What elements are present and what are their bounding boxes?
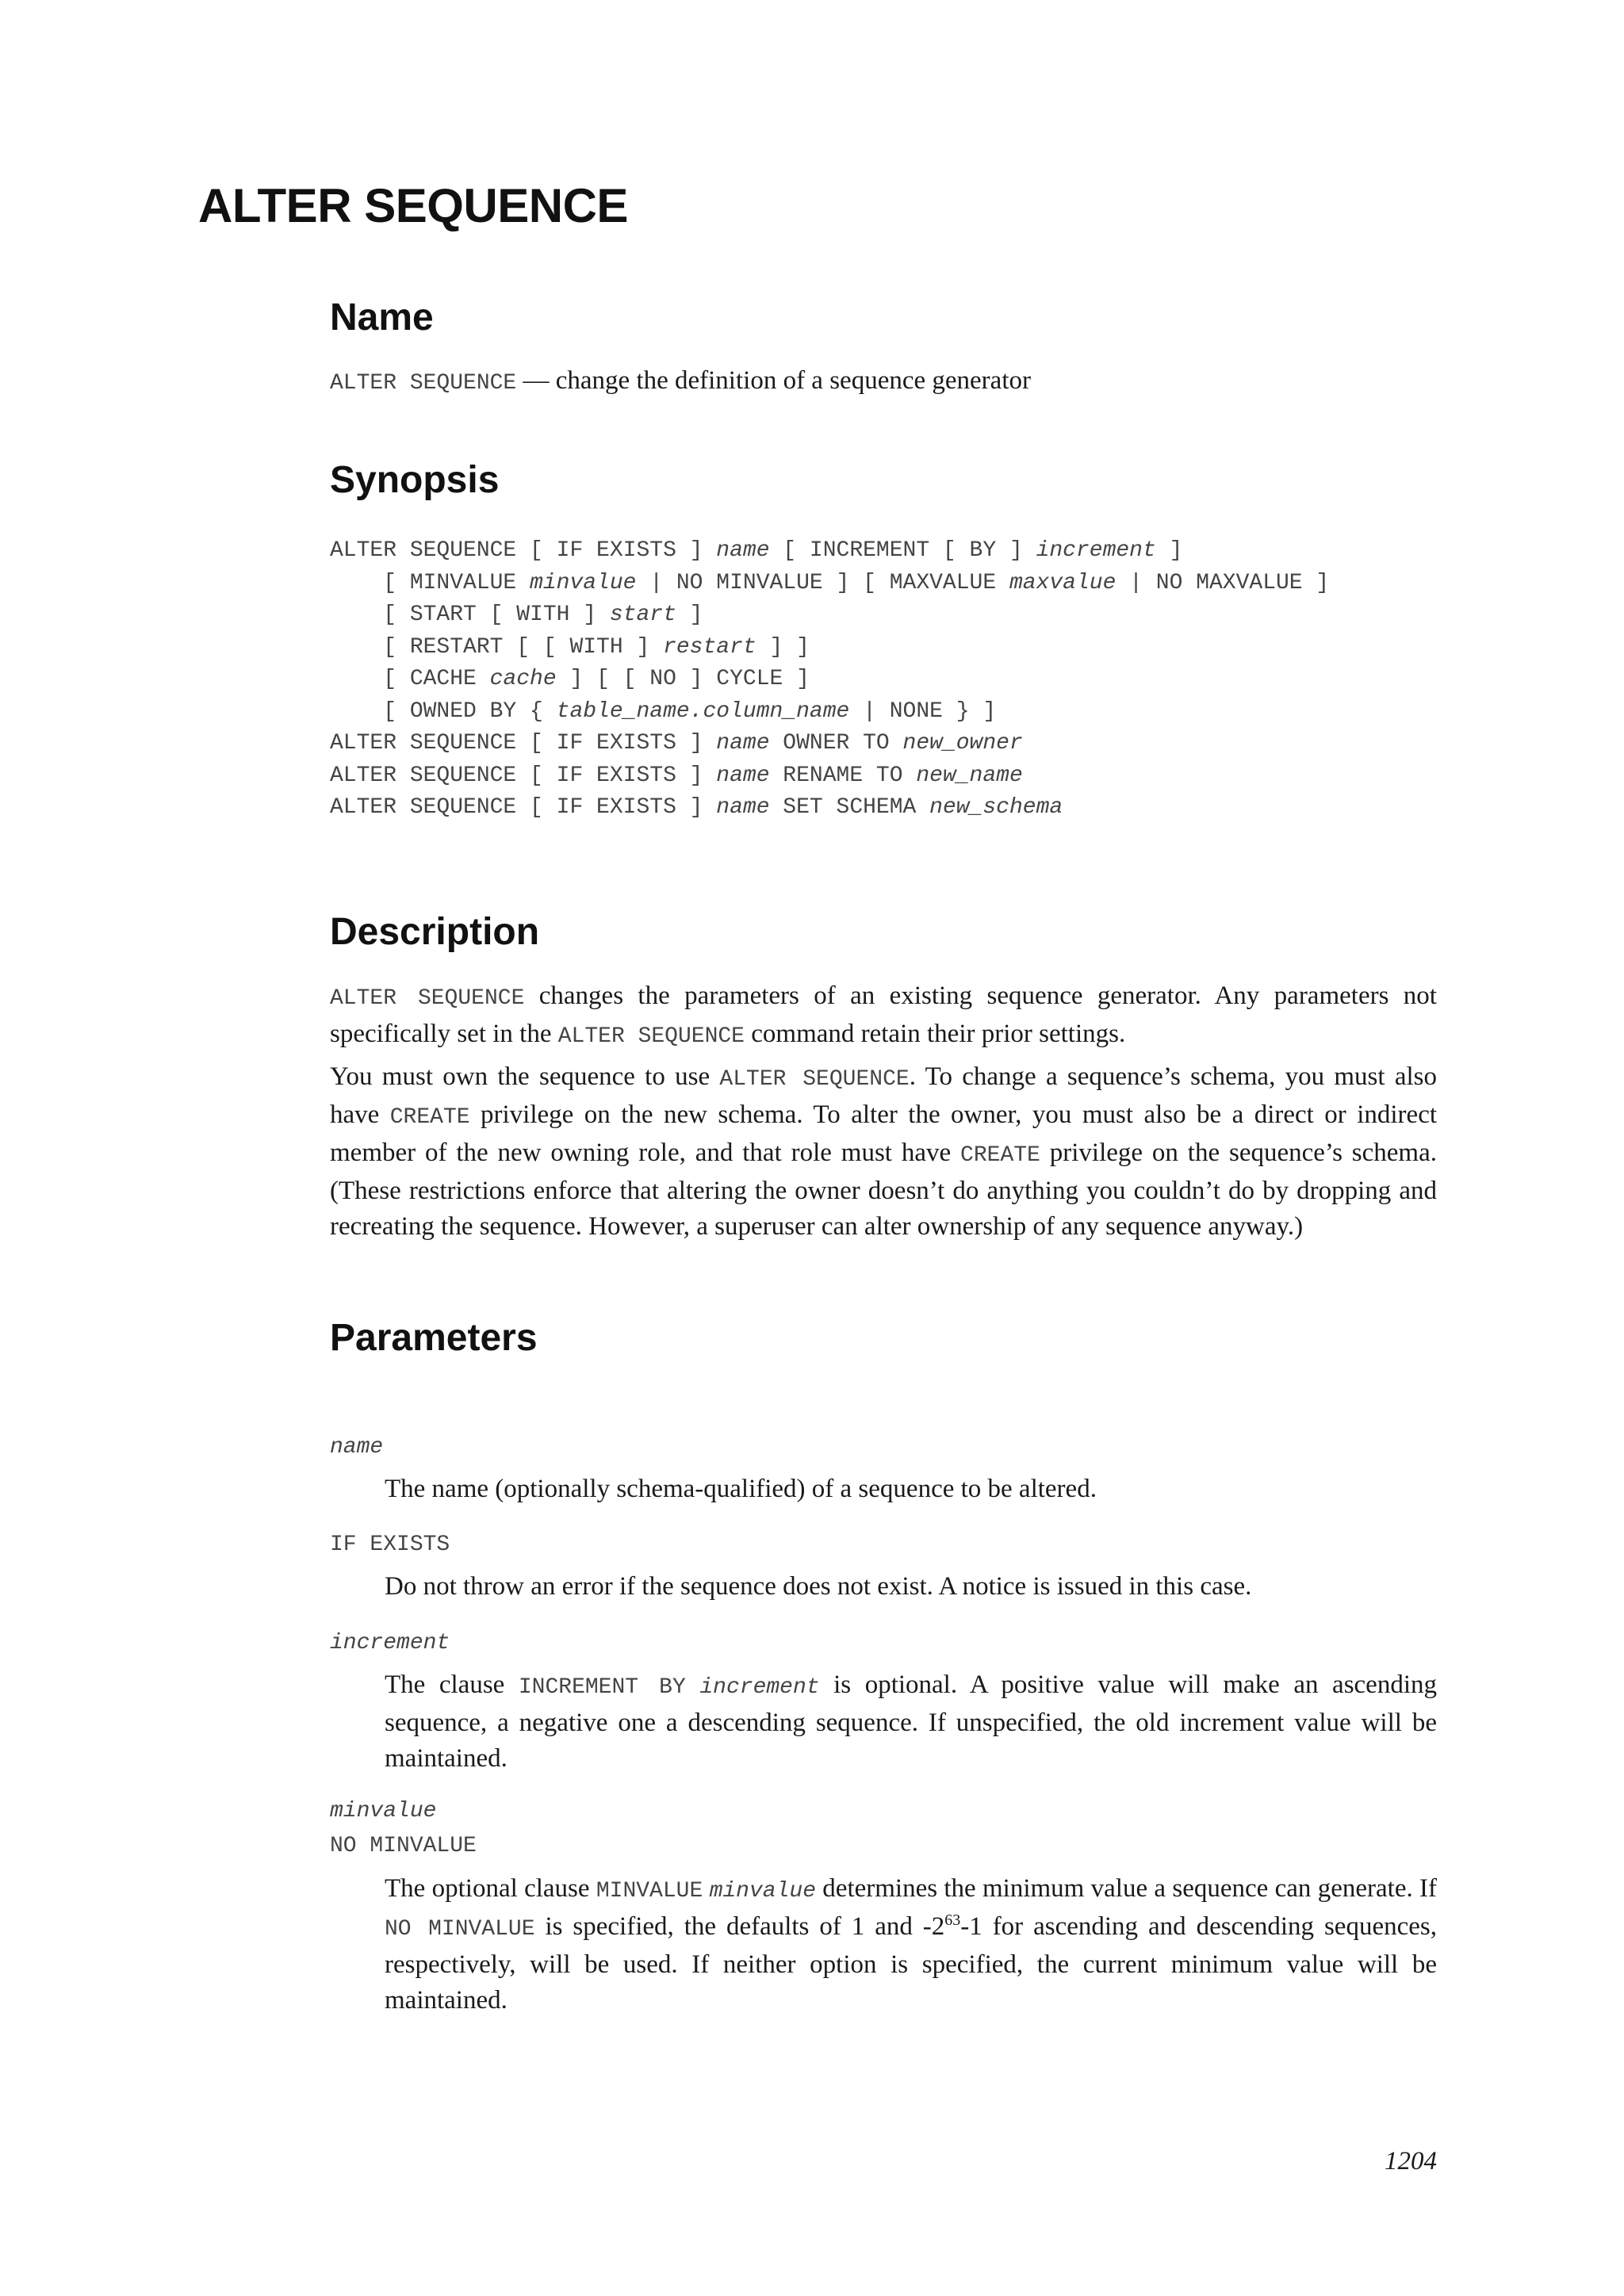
- description-heading: Description: [330, 911, 540, 953]
- text-run: privilege on the new schema. To alter the owner, you must also be a direct or indirect member of the new owning role, and that role must have: [330, 1100, 1438, 1167]
- synopsis-keyword-run: ] ]: [756, 634, 810, 660]
- param-desc-if-exists: Do not throw an error if the sequence does not exist. A notice is issued in this case.: [385, 1572, 1252, 1601]
- text-run: You must own the sequence to use: [330, 1062, 720, 1091]
- synopsis-keyword-run: ] [ [ NO ] CYCLE ]: [556, 667, 810, 691]
- param-desc-minvalue: [385, 1871, 1437, 2019]
- inline-code: NO MINVALUE: [385, 1917, 535, 1942]
- synopsis-keyword-run: | NONE } ]: [849, 698, 997, 724]
- synopsis-line: [330, 568, 1329, 600]
- inline-code-italic: increment: [699, 1675, 820, 1700]
- text-run: . To change a sequence’s schema, you must also have: [330, 1062, 1437, 1129]
- synopsis-placeholder: name: [716, 538, 770, 563]
- text-run: is optional. A positive value will make an ascending sequence, a negative one a descending sequence. If unspecified, the old increment value will be maintained.: [385, 1670, 1437, 1773]
- synopsis-line: [330, 728, 1329, 760]
- inline-code: CREATE: [960, 1143, 1040, 1168]
- synopsis-keyword-run: [ MINVALUE: [330, 570, 530, 595]
- command-summary: — change the definition of a sequence generator: [516, 366, 1031, 395]
- synopsis-keyword-run: [ OWNED BY {: [330, 698, 557, 724]
- synopsis-placeholder: name: [716, 763, 770, 788]
- inline-code: ALTER SEQUENCE: [557, 1024, 745, 1049]
- text-run: changes the parameters of an existing sequence generator. Any parameters not specifically set in the: [330, 982, 1437, 1048]
- synopsis-placeholder: new_schema: [929, 795, 1063, 820]
- synopsis-placeholder: new_owner: [902, 731, 1023, 756]
- inline-code-italic: minvalue: [709, 1879, 816, 1904]
- text-run: The clause: [385, 1670, 519, 1699]
- synopsis-keyword-run: ALTER SEQUENCE [ IF EXISTS ]: [330, 731, 717, 756]
- synopsis-placeholder: minvalue: [530, 570, 637, 595]
- synopsis-keyword-run: RENAME TO: [769, 763, 917, 788]
- inline-code: ALTER SEQUENCE: [330, 986, 525, 1011]
- parameters-heading: Parameters: [330, 1317, 538, 1359]
- text-run: The optional clause: [385, 1874, 596, 1903]
- synopsis-line: [330, 599, 1329, 632]
- synopsis-keyword-run: ]: [1155, 538, 1183, 563]
- name-heading: Name: [330, 297, 434, 339]
- text-run: command retain their prior settings.: [745, 1020, 1126, 1048]
- synopsis-line: [330, 760, 1329, 793]
- synopsis-keyword-run: ALTER SEQUENCE [ IF EXISTS ]: [330, 763, 717, 788]
- text-run: -1 for ascending and descending sequences, respectively, will be used. If neither option is specified, the current minimum value will be maintained.: [385, 1912, 1437, 2015]
- page-title: ALTER SEQUENCE: [198, 179, 628, 232]
- param-desc-increment: [385, 1667, 1437, 1777]
- synopsis-line: [330, 535, 1329, 568]
- superscript: 63: [944, 1911, 961, 1929]
- synopsis-placeholder: table_name.column_name: [556, 698, 850, 724]
- synopsis-keyword-run: [ INCREMENT [ BY ]: [769, 538, 1036, 563]
- synopsis-keyword-run: | NO MAXVALUE ]: [1116, 570, 1330, 595]
- param-term-no-minvalue: NO MINVALUE: [330, 1834, 477, 1858]
- synopsis-placeholder: new_name: [916, 763, 1023, 788]
- text-run: determines the minimum value a sequence can generate. If: [816, 1874, 1438, 1903]
- text-run: is specified, the defaults of 1 and -2: [534, 1912, 945, 1941]
- synopsis-placeholder: maxvalue: [1009, 570, 1116, 595]
- command-name: ALTER SEQUENCE: [330, 371, 517, 396]
- synopsis-code-block: [330, 535, 1329, 825]
- synopsis-placeholder: name: [716, 731, 770, 756]
- text-run: privilege on the sequence’s schema. (These restrictions enforce that altering the owner doesn’t do anything you couldn’t do by dropping and recreating the sequence. However, a superuser can alter ownership of any sequence anyway.): [330, 1138, 1437, 1241]
- description-paragraph-1: [330, 978, 1437, 1054]
- page-number: 1204: [1385, 2147, 1437, 2175]
- synopsis-placeholder: restart: [663, 634, 756, 660]
- synopsis-placeholder: start: [609, 603, 676, 627]
- synopsis-keyword-run: [ CACHE: [330, 667, 490, 691]
- synopsis-line: [330, 792, 1329, 825]
- synopsis-placeholder: name: [716, 795, 770, 820]
- inline-code: MINVALUE: [596, 1879, 703, 1904]
- synopsis-placeholder: cache: [489, 667, 557, 691]
- param-desc-name: The name (optionally schema-qualified) of a sequence to be altered.: [385, 1475, 1097, 1503]
- synopsis-line: [330, 664, 1329, 696]
- description-paragraph-2: [330, 1059, 1437, 1245]
- inline-code: CREATE: [389, 1105, 470, 1130]
- param-term-minvalue: minvalue: [330, 1799, 437, 1823]
- inline-code: ALTER SEQUENCE: [719, 1067, 910, 1092]
- param-term-if-exists: IF EXISTS: [330, 1533, 450, 1557]
- synopsis-heading: Synopsis: [330, 459, 500, 501]
- inline-code: INCREMENT BY: [518, 1675, 686, 1700]
- param-term-name: name: [330, 1435, 384, 1460]
- synopsis-keyword-run: [ START [ WITH ]: [330, 603, 610, 627]
- synopsis-line: [330, 696, 1329, 729]
- param-term-increment: increment: [330, 1631, 450, 1655]
- synopsis-keyword-run: OWNER TO: [769, 731, 903, 756]
- synopsis-keyword-run: ALTER SEQUENCE [ IF EXISTS ]: [330, 538, 717, 563]
- synopsis-keyword-run: ALTER SEQUENCE [ IF EXISTS ]: [330, 795, 717, 820]
- synopsis-keyword-run: SET SCHEMA: [769, 795, 930, 820]
- synopsis-keyword-run: ]: [676, 603, 703, 627]
- synopsis-line: [330, 632, 1329, 664]
- synopsis-keyword-run: | NO MINVALUE ] [ MAXVALUE: [636, 570, 1009, 595]
- synopsis-placeholder: increment: [1036, 538, 1156, 563]
- name-summary: [330, 363, 1437, 401]
- synopsis-keyword-run: [ RESTART [ [ WITH ]: [330, 634, 664, 660]
